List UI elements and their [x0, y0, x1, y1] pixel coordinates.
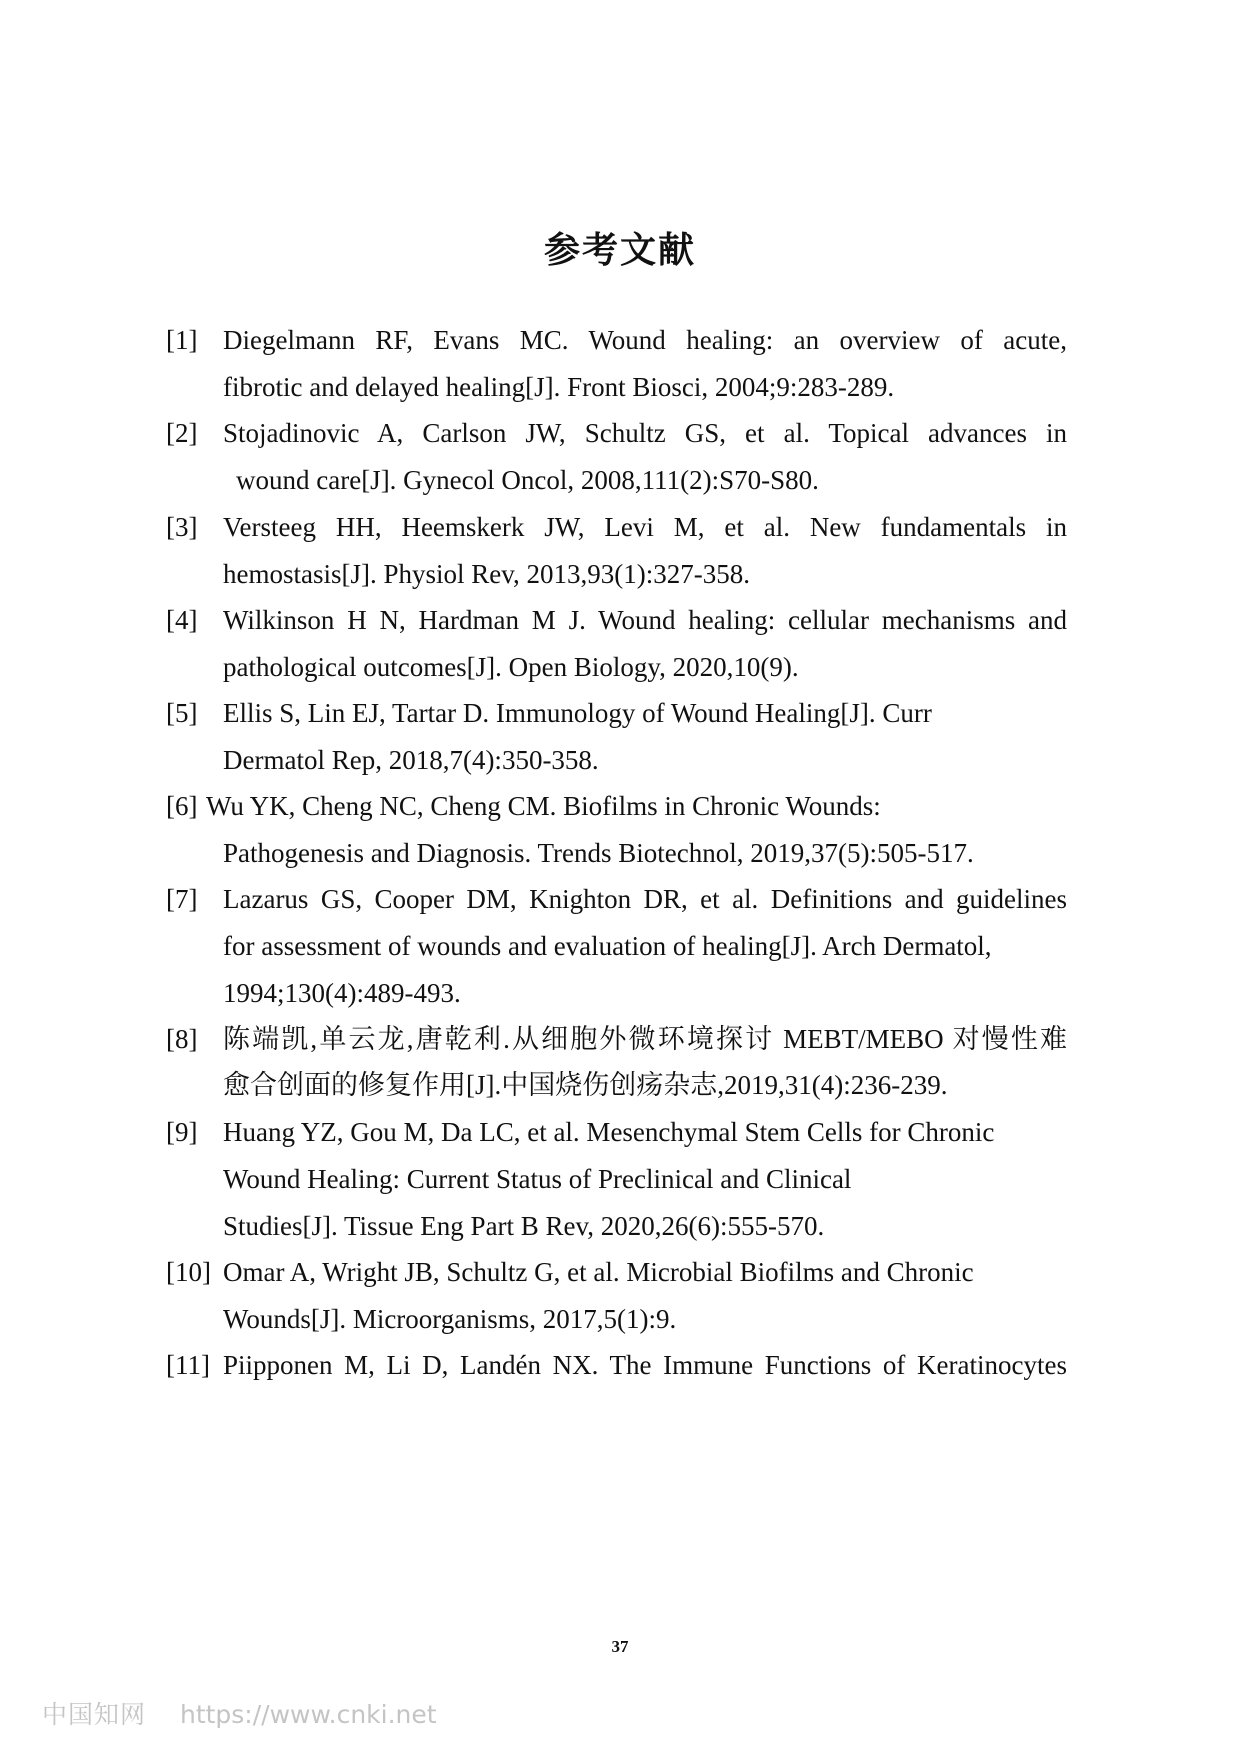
reference-text-line: Pathogenesis and Diagnosis. Trends Biotechnol, 2019,37(5):505-517. — [223, 838, 974, 868]
reference-text-line: Dermatol Rep, 2018,7(4):350-358. — [223, 745, 599, 775]
page-title: 参考文献 — [543, 230, 696, 271]
watermark-logo-text: 中国知网 — [42, 1700, 147, 1729]
reference-number: [4] — [166, 605, 198, 635]
reference-text-line: Wounds[J]. Microorganisms, 2017,5(1):9. — [223, 1304, 677, 1334]
cnki-watermark — [42, 1695, 437, 1731]
reference-text-line: 陈端凯,单云龙,唐乾利.从细胞外微环境探讨 MEBT/MEBO 对慢性难 — [223, 1024, 1067, 1054]
reference-text-line: Diegelmann RF, Evans MC. Wound healing: an overview of acute, — [223, 325, 1067, 355]
watermark-url: https://www.cnki.net — [179, 1700, 437, 1729]
reference-text-line: 愈合创面的修复作用[J].中国烧伤创疡杂志,2019,31(4):236-239. — [223, 1070, 948, 1100]
reference-text-line: Ellis S, Lin EJ, Tartar D. Immunology of Wound Healing[J]. Curr — [223, 698, 932, 728]
reference-number: [10] — [166, 1257, 211, 1287]
reference-text-line: Omar A, Wright JB, Schultz G, et al. Microbial Biofilms and Chronic — [223, 1257, 974, 1287]
reference-number: [2] — [166, 418, 198, 448]
reference-text-line: 1994;130(4):489-493. — [223, 978, 461, 1008]
reference-number: [3] — [166, 512, 198, 542]
reference-text-line: fibrotic and delayed healing[J]. Front Biosci, 2004;9:283-289. — [223, 372, 895, 402]
reference-number: [7] — [166, 884, 198, 914]
reference-text-line: Stojadinovic A, Carlson JW, Schultz GS, et al. Topical advances in — [223, 418, 1067, 448]
reference-number: [8] — [166, 1024, 198, 1054]
reference-text-line: Studies[J]. Tissue Eng Part B Rev, 2020,26(6):555-570. — [223, 1211, 825, 1241]
reference-text-line: Huang YZ, Gou M, Da LC, et al. Mesenchymal Stem Cells for Chronic — [223, 1117, 995, 1147]
reference-number: [6] — [166, 791, 198, 821]
reference-number: [5] — [166, 698, 198, 728]
reference-text-line: Wilkinson H N, Hardman M J. Wound healing: cellular mechanisms and — [223, 605, 1067, 635]
reference-text-line: Lazarus GS, Cooper DM, Knighton DR, et al. Definitions and guidelines — [223, 884, 1067, 914]
page-number: 37 — [611, 1637, 629, 1656]
reference-number: [1] — [166, 325, 198, 355]
reference-text-line: Wu YK, Cheng NC, Cheng CM. Biofilms in Chronic Wounds: — [206, 791, 881, 821]
reference-text-line: Piipponen M, Li D, Landén NX. The Immune Functions of Keratinocytes — [223, 1350, 1067, 1380]
reference-number: [11] — [166, 1350, 210, 1380]
reference-text-line: Wound Healing: Current Status of Preclinical and Clinical — [223, 1164, 852, 1194]
reference-text-line: Versteeg HH, Heemskerk JW, Levi M, et al. New fundamentals in — [223, 512, 1067, 542]
reference-number: [9] — [166, 1117, 198, 1147]
reference-text-line: hemostasis[J]. Physiol Rev, 2013,93(1):327-358. — [223, 559, 750, 589]
reference-text-line: pathological outcomes[J]. Open Biology, 2020,10(9). — [223, 652, 799, 682]
reference-text-line: wound care[J]. Gynecol Oncol, 2008,111(2):S70-S80. — [236, 465, 819, 495]
reference-text-line: for assessment of wounds and evaluation of healing[J]. Arch Dermatol, — [223, 931, 992, 961]
